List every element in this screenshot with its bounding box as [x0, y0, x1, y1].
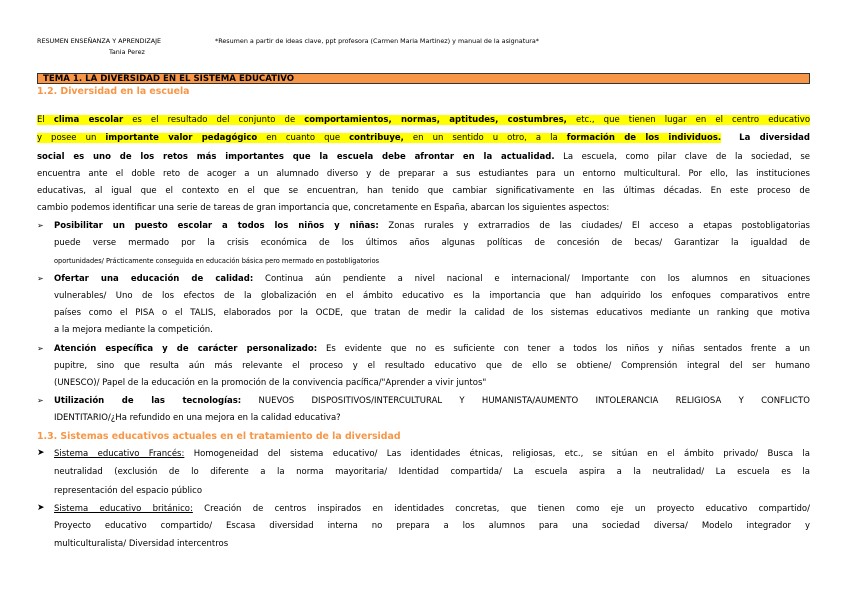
system-1-line-3: representación del espacio público [54, 486, 203, 496]
section-title-1-3: 1.3. Sistemas educativos actuales en el tratamiento de la diversidad [37, 431, 401, 442]
bullet-3-line-1: Atención específica y de carácter personalizado: Es evidente que no es suficiente con tener a todos los niños y niñas sentados frente a un [54, 344, 810, 354]
system-1-line-1: Sistema educativo Francés: Homogeneidad del sistema educativo/ Las identidades étnicas, religiosas, etc., se sitúan en el ámbito privado/ Busca la [54, 449, 810, 459]
paragraph-line-4: encuentra ante el doble reto de acoger a un alumnado diverso y de preparar a sus estudiantes para un entorno multicultural. Por ello, las instituciones [37, 169, 810, 179]
bullet-2-line-2: vulnerables/ Uno de los efectos de la globalización en el ámbito educativo es la importancia que han adquirido los enfoques comparativos entre [54, 291, 810, 301]
bullet-2-line-1: Ofertar una educación de calidad: Continua aún pendiente a nivel nacional e internacional/ Importante con los alumnos en situaciones [54, 274, 810, 284]
system-1-line-2: neutralidad (exclusión de lo diferente a la norma mayoritaria/ Identidad compartida/ La escuela aspira a la neutralidad/ La escuela es la [54, 467, 810, 477]
bullet-2-line-3: países como el PISA o el TALIS, elaborados por la OCDE, que tratan de medir la calidad de los sistemas educativos mediante un ranking que motiva [54, 308, 810, 318]
triangle-bullet-icon: ➤ [37, 503, 45, 513]
author-name: Tania Perez [109, 48, 145, 56]
paragraph-line-1: El clima escolar es el resultado del conjunto de comportamientos, normas, aptitudes, costumbres, etc., que tienen lugar en el centro educativo [37, 115, 810, 125]
source-note: *Resumen a partir de ideas clave, ppt profesora (Carmen Maria Martinez) y manual de la asignatura* [215, 37, 539, 45]
bullet-4-line-1: Utilización de las tecnologías: NUEVOS DISPOSITIVOS/INTERCULTURAL Y HUMANISTA/AUMENTO INTOLERANCIA RELIGIOSA Y CONFLICTO [54, 396, 810, 406]
bullet-3-line-2: pupitre, sino que resulta aún más relevante el proceso y el resultado educativo que de ello se obtiene/ Comprensión integral del ser humano [54, 361, 810, 371]
paragraph-line-6: cambio podemos identificar una serie de tareas de gran importancia que, concretamente en España, abarcan los siguientes aspectos: [37, 203, 610, 213]
triangle-bullet-icon: ➤ [37, 448, 45, 458]
system-2-line-1: Sistema educativo británico: Creación de centros inspirados en identidades concretas, que tienen como eje un proyecto educativo compartido/ [54, 504, 810, 514]
system-2-line-2: Proyecto educativo compartido/ Escasa diversidad interna no prepara a los alumnos para una sociedad diversa/ Modelo integrador y [54, 521, 810, 531]
arrow-bullet-icon: ➢ [37, 274, 44, 283]
section-title-1-2: 1.2. Diversidad en la escuela [37, 86, 190, 97]
arrow-bullet-icon: ➢ [37, 396, 44, 405]
paragraph-line-2: y posee un importante valor pedagógico en cuanto que contribuye, en un sentido u otro, a la formación de los individuos. La diversidad [37, 133, 810, 143]
bullet-1-line-3: oportunidades/ Prácticamente conseguida en educación básica pero mermado en postobligatorios [54, 257, 380, 265]
paragraph-line-3: social es uno de los retos más importantes que la escuela debe afrontar en la actualidad. La escuela, como pilar clave de la sociedad, se [37, 152, 810, 162]
bullet-3-line-3: (UNESCO)/ Papel de la educación en la promoción de la convivencia pacífica/"Aprender a vivir juntos" [54, 378, 487, 388]
bullet-2-line-4: a la mejora mediante la competición. [54, 325, 213, 335]
bullet-4-line-2: IDENTITARIO/¿Ha refundido en una mejora en la calidad educativa? [54, 413, 341, 423]
arrow-bullet-icon: ➢ [37, 221, 44, 230]
system-2-line-3: multiculturalista/ Diversidad intercentros [54, 539, 229, 549]
arrow-bullet-icon: ➢ [37, 344, 44, 353]
bullet-1-line-2: puede verse mermado por la crisis económica de los últimos años algunas políticas de concesión de becas/ Garantizar la igualdad de [54, 238, 810, 248]
bullet-1-line-1: Posibilitar un puesto escolar a todos los niños y niñas: Zonas rurales y extrarradios de las ciudades/ El acceso a etapas postobligatorias [54, 221, 810, 231]
paragraph-line-5: educativas, al igual que el contexto en el que se encuentran, han tenido que cambiar significativamente en las últimas décadas. En este proceso de [37, 186, 810, 196]
course-title: RESUMEN ENSEÑANZA Y APRENDIZAJE [37, 37, 162, 45]
theme-title-bar: TEMA 1. LA DIVERSIDAD EN EL SISTEMA EDUCATIVO [37, 73, 810, 84]
